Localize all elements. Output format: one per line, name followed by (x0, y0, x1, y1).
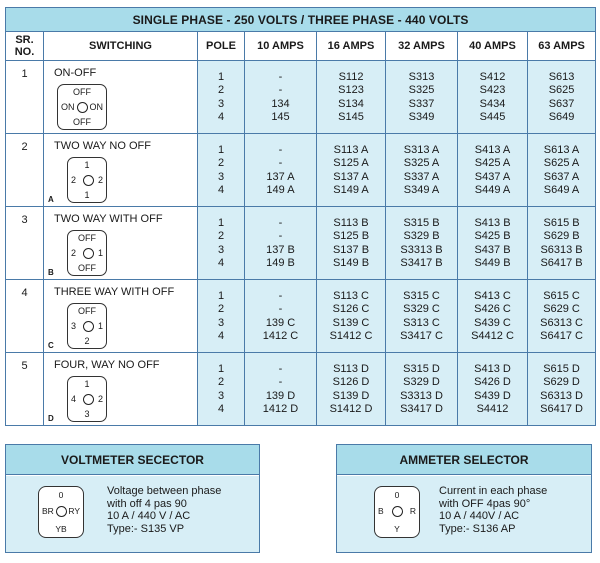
diagram-top-label: OFF (78, 306, 96, 316)
diagram-bottom-label: OFF (78, 263, 96, 273)
cell-value: 149 A (266, 184, 295, 197)
cell-value: - (278, 376, 283, 389)
cell-value: 4 (217, 257, 225, 270)
cell-value: S4412 (476, 403, 509, 416)
amps-10-cell (245, 353, 317, 426)
table-banner: SINGLE PHASE - 250 VOLTS / THREE PHASE - 440 VOLTS (6, 8, 596, 32)
cell-value: S439 C (474, 316, 511, 329)
cell-value: S437 A (474, 170, 511, 183)
cell-value: - (278, 84, 283, 97)
amps-40-cell (458, 353, 528, 426)
cell-value: 3 (217, 97, 225, 110)
cell-value: S6313 C (540, 316, 583, 329)
pole-cell (198, 280, 245, 353)
switching-cell (44, 134, 198, 207)
cell-value: 3 (217, 170, 225, 183)
diagram-left-label: 2 (71, 248, 77, 258)
diagram-top-label: OFF (78, 233, 96, 243)
switching-title: THREE WAY WITH OFF (54, 286, 175, 298)
cell-value: S315 D (403, 363, 440, 375)
cell-value: S437 B (474, 243, 511, 256)
header-32-amps: 32 AMPS (386, 32, 458, 61)
cell-value: S137 B (332, 243, 370, 256)
pole-cell (198, 353, 245, 426)
diagram-left-label: 3 (71, 321, 77, 331)
sr-number: 1 (6, 61, 44, 134)
cell-value: - (278, 303, 283, 316)
cell-value: - (278, 363, 283, 375)
description-line: with off 4 pas 90 (107, 497, 187, 510)
knob-circle-icon (77, 102, 88, 113)
header-sr: SR. NO. (6, 32, 44, 61)
amps-63-cell (528, 134, 596, 207)
cell-value: S445 (479, 111, 506, 124)
cell-value: S126 D (332, 376, 370, 389)
cell-value: 4 (217, 403, 225, 416)
table-row (6, 207, 596, 280)
cell-value: 1412 D (262, 403, 299, 416)
cell-value: S113 A (333, 144, 369, 156)
cell-value: S325 A (403, 157, 440, 170)
amps-40-cell (458, 134, 528, 207)
description-line: 10 A / 440 V / AC (107, 510, 191, 522)
pole-cell (198, 61, 245, 134)
cell-value: S315 C (403, 290, 440, 302)
cell-value: S423 (479, 84, 506, 97)
cell-value: S425 A (474, 157, 511, 170)
knob-circle-icon (392, 506, 403, 517)
cell-value: 145 (271, 111, 290, 124)
switch-diagram (57, 84, 107, 130)
voltmeter-panel (5, 444, 260, 553)
amps-16-cell (317, 134, 386, 207)
switch-diagram (67, 157, 107, 203)
cell-value: 3 (217, 243, 225, 256)
diagram-right-label: 1 (97, 321, 103, 331)
cell-value: - (278, 290, 283, 302)
amps-32-cell (386, 353, 458, 426)
cell-value: S426 D (474, 376, 511, 389)
cell-value: S139 C (332, 316, 370, 329)
cell-value: S137 A (333, 170, 369, 183)
diagram-right-label: 2 (97, 394, 103, 404)
cell-value: S615 D (543, 363, 580, 375)
cell-value: 2 (217, 84, 225, 97)
cell-value: S613 (548, 71, 575, 83)
switching-title: ON-OFF (54, 67, 97, 79)
knob-circle-icon (83, 394, 94, 405)
cell-value: S629 C (543, 303, 580, 316)
diagram-top-label: 1 (84, 160, 90, 170)
header-row (6, 32, 596, 61)
cell-value: S125 A (333, 157, 369, 170)
diagram-letter: A (48, 195, 54, 204)
cell-value: S3417 B (400, 257, 443, 270)
knob-circle-icon (83, 321, 94, 332)
cell-value: 137 A (266, 170, 295, 183)
diagram-bottom-label: 3 (84, 409, 90, 419)
pole-cell (198, 134, 245, 207)
amps-32-cell (386, 134, 458, 207)
cell-value: S625 (548, 84, 575, 97)
cell-value: 149 B (266, 257, 295, 270)
amps-32-cell (386, 61, 458, 134)
diagram-left-label: ON (61, 102, 75, 112)
cell-value: 4 (217, 111, 225, 124)
description-line: Type:- S135 VP (107, 522, 185, 535)
voltmeter-description (107, 485, 221, 535)
cell-value: - (278, 71, 283, 83)
diagram-right-label: 1 (97, 248, 103, 258)
cell-value: S113 B (333, 217, 369, 229)
cell-value: 1 (217, 144, 225, 156)
cell-value: S629 B (543, 230, 580, 243)
cell-value: S3313 D (400, 389, 443, 402)
switching-cell (44, 61, 198, 134)
amps-10-cell (245, 207, 317, 280)
cell-value: S3417 C (400, 330, 443, 343)
cell-value: S649 (548, 111, 575, 124)
ammeter-diagram (374, 486, 420, 538)
cell-value: - (278, 217, 283, 229)
cell-value: S425 B (474, 230, 511, 243)
amps-40-cell (458, 207, 528, 280)
cell-value: S1412 C (329, 330, 373, 343)
diagram-left-label: BR (42, 506, 54, 516)
diagram-right-label: 2 (97, 175, 103, 185)
knob-circle-icon (56, 506, 67, 517)
cell-value: S337 (408, 97, 435, 110)
amps-10-cell (245, 280, 317, 353)
amps-10-cell (245, 61, 317, 134)
cell-value: 1 (217, 363, 225, 375)
amps-16-cell (317, 280, 386, 353)
amps-32-cell (386, 207, 458, 280)
amps-16-cell (317, 353, 386, 426)
cell-value: S349 A (403, 184, 440, 197)
switching-title: TWO WAY NO OFF (54, 140, 151, 152)
diagram-right-label: RY (68, 506, 80, 516)
cell-value: S123 (338, 84, 364, 97)
header-40-amps: 40 AMPS (458, 32, 528, 61)
amps-63-cell (528, 280, 596, 353)
cell-value: 139 D (265, 389, 296, 402)
amps-63-cell (528, 61, 596, 134)
pole-cell (198, 207, 245, 280)
diagram-bottom-label: 1 (84, 190, 90, 200)
cell-value: S6417 D (540, 403, 583, 416)
cell-value: S313 A (403, 144, 440, 156)
ammeter-title: AMMETER SELECTOR (337, 445, 591, 475)
diagram-top-label: 1 (84, 379, 90, 389)
description-line: Current in each phase (439, 485, 548, 497)
diagram-right-label: ON (89, 102, 103, 112)
cell-value: 2 (217, 157, 225, 170)
amps-16-cell (317, 61, 386, 134)
cell-value: S613 A (543, 144, 580, 156)
diagram-letter: C (48, 341, 54, 350)
cell-value: S6417 C (540, 330, 583, 343)
cell-value: S412 (479, 71, 506, 83)
cell-value: 1 (217, 217, 225, 229)
cell-value: S1412 D (329, 403, 373, 416)
cell-value: S126 C (332, 303, 370, 316)
cell-value: 1 (217, 290, 225, 302)
description-line: with OFF 4pas 90° (439, 497, 531, 510)
cell-value: - (278, 144, 283, 156)
switching-title: FOUR, WAY NO OFF (54, 359, 160, 371)
cell-value: S615 B (543, 217, 580, 229)
cell-value: - (278, 157, 283, 170)
diagram-top-label: OFF (73, 87, 91, 97)
header-63-amps: 63 AMPS (528, 32, 596, 61)
ammeter-panel (336, 444, 592, 553)
diagram-top-label: 0 (394, 490, 400, 500)
amps-16-cell (317, 207, 386, 280)
cell-value: S149 B (332, 257, 370, 270)
diagram-top-label: 0 (58, 490, 64, 500)
diagram-letter: D (48, 414, 54, 423)
switching-cell (44, 353, 198, 426)
cell-value: S413 B (474, 217, 511, 229)
amps-40-cell (458, 61, 528, 134)
cell-value: S625 A (543, 157, 580, 170)
voltmeter-diagram (38, 486, 84, 538)
diagram-left-label: B (378, 506, 384, 516)
header-16-amps: 16 AMPS (317, 32, 386, 61)
diagram-left-label: 4 (71, 394, 77, 404)
switch-diagram (67, 376, 107, 422)
description-line: 10 A / 440V / AC (439, 510, 520, 522)
diagram-letter: B (48, 268, 54, 277)
cell-value: S134 (338, 97, 364, 110)
cell-value: S649 A (543, 184, 580, 197)
cell-value: 4 (217, 330, 225, 343)
table-row (6, 61, 596, 134)
cell-value: S426 C (474, 303, 511, 316)
cell-value: 2 (217, 230, 225, 243)
header-switching: SWITCHING (44, 32, 198, 61)
cell-value: S113 D (333, 363, 369, 375)
header-10-amps: 10 AMPS (245, 32, 317, 61)
knob-circle-icon (83, 175, 94, 186)
voltmeter-title: VOLTMETER SECECTOR (6, 445, 259, 475)
cell-value: S149 A (333, 184, 369, 197)
cell-value: S6313 D (540, 389, 583, 402)
diagram-bottom-label: 2 (84, 336, 90, 346)
cell-value: S125 B (332, 230, 370, 243)
diagram-left-label: 2 (71, 175, 77, 185)
cell-value: S434 (479, 97, 506, 110)
switch-diagram (67, 303, 107, 349)
sr-number: 5 (6, 353, 44, 426)
cell-value: S349 (408, 111, 435, 124)
table-row (6, 280, 596, 353)
cell-value: 1 (217, 71, 225, 83)
description-line: Type:- S136 AP (439, 522, 516, 535)
cell-value: S637 (548, 97, 575, 110)
sr-number: 3 (6, 207, 44, 280)
cell-value: 4 (217, 184, 225, 197)
cell-value: 3 (217, 316, 225, 329)
switching-cell (44, 280, 198, 353)
cell-value: S329 B (403, 230, 440, 243)
cell-value: 137 B (266, 243, 295, 256)
cell-value: S313 (408, 71, 435, 83)
cell-value: S315 B (403, 217, 440, 229)
amps-40-cell (458, 280, 528, 353)
cell-value: S337 A (403, 170, 440, 183)
diagram-bottom-label: Y (394, 524, 400, 534)
diagram-bottom-label: OFF (73, 117, 91, 127)
cell-value: S4412 C (471, 330, 514, 343)
cell-value: S145 (338, 111, 364, 124)
cell-value: S6313 B (540, 243, 583, 256)
amps-63-cell (528, 353, 596, 426)
switch-diagram (67, 230, 107, 276)
cell-value: 3 (217, 389, 225, 402)
cell-value: S449 A (474, 184, 511, 197)
switching-cell (44, 207, 198, 280)
cell-value: S413 C (474, 290, 511, 302)
amps-32-cell (386, 280, 458, 353)
cell-value: S615 C (543, 290, 580, 302)
sr-number: 4 (6, 280, 44, 353)
cell-value: S329 C (403, 303, 440, 316)
diagram-bottom-label: YB (55, 524, 67, 534)
cell-value: S413 D (474, 363, 511, 375)
cell-value: S329 D (403, 376, 440, 389)
table-row (6, 353, 596, 426)
cell-value: S313 C (403, 316, 440, 329)
cell-value: S449 B (474, 257, 511, 270)
cell-value: 2 (217, 376, 225, 389)
cell-value: S112 (338, 71, 364, 83)
cell-value: S3313 B (400, 243, 443, 256)
cell-value: S3417 D (400, 403, 443, 416)
table-row (6, 134, 596, 207)
cell-value: S6417 B (540, 257, 583, 270)
cell-value: 134 (271, 97, 290, 110)
cell-value: 139 C (265, 316, 296, 329)
cell-value: 2 (217, 303, 225, 316)
header-pole: POLE (198, 32, 245, 61)
amps-10-cell (245, 134, 317, 207)
cell-value: S139 D (332, 389, 370, 402)
description-line: Voltage between phase (107, 485, 222, 497)
cell-value: - (278, 230, 283, 243)
cell-value: S439 D (474, 389, 511, 402)
cell-value: S113 C (333, 290, 369, 302)
cell-value: S629 D (543, 376, 580, 389)
ammeter-description (439, 485, 547, 535)
amps-63-cell (528, 207, 596, 280)
cell-value: S325 (408, 84, 435, 97)
switching-title: TWO WAY WITH OFF (54, 213, 163, 225)
cell-value: S413 A (474, 144, 511, 156)
selector-switch-table (5, 7, 596, 426)
cell-value: S637 A (543, 170, 580, 183)
diagram-right-label: R (409, 506, 416, 516)
sr-number: 2 (6, 134, 44, 207)
cell-value: 1412 C (262, 330, 299, 343)
knob-circle-icon (83, 248, 94, 259)
